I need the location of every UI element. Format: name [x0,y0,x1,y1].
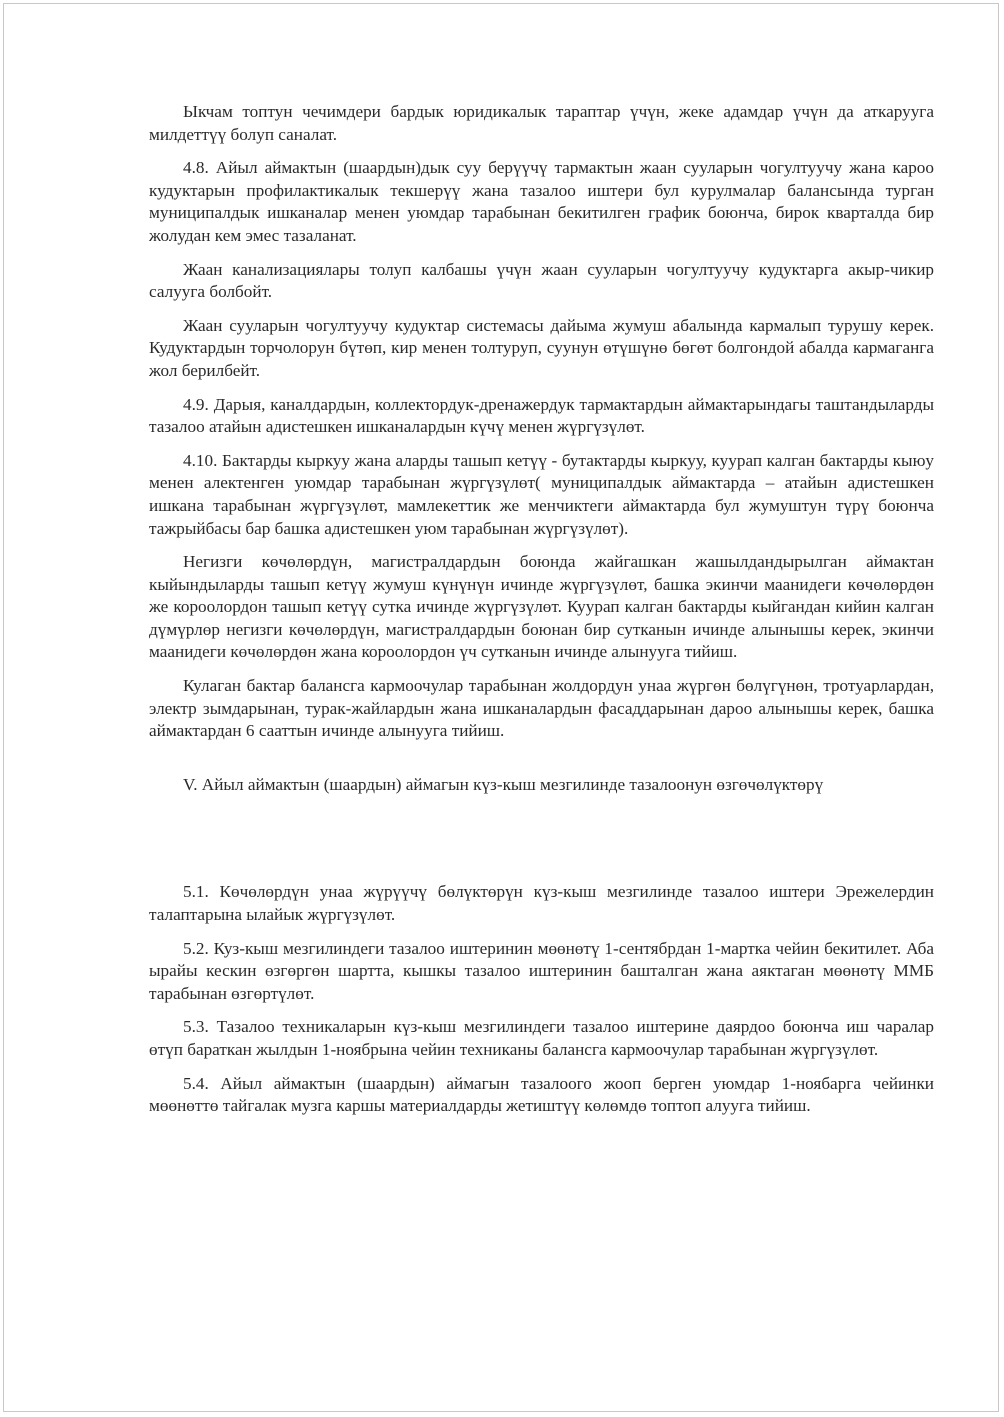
paragraph: Ыкчам топтун чечимдери бардык юридикалык тараптар үчүн, жеке адамдар үчүн да аткарууга милдеттүү болуп саналат. [149,102,934,144]
paragraph: Жаан сууларын чогултуучу кудуктар системасы дайыма жумуш абалында кармалып турушу керек. Кудуктардын торчолорун бүтөп, кир менен толтуруп, суунун өтүшүнө бөгөт болгондой абалда кармаганга жол берилбейт. [149,315,934,380]
document-body [149,101,934,1129]
paragraph: Жаан канализациялары толуп калбашы үчүн жаан сууларын чогултуучу кудуктарга акыр-чикир салууга болбойт. [149,259,934,302]
paragraph: 5.2. Куз-кыш мезгилиндеги тазалоо иштеринин мөөнөтү 1-сентябрдан 1-мартка чейин бекитилет. Аба ырайы кескин өзгөргөн шартта, кышкы тазалоо иштеринин башталган жана аяктаган мөөнөтү ММБ тарабынан өзгөртүлөт. [149,938,934,1003]
paragraph: 4.9. Дарыя, каналдардын, коллектордук-дренажердук тармактардын аймактарындагы таштандыларды тазалоо атайын адистешкен ишканалардын күчү менен жүргүзүлөт. [149,394,934,437]
paragraph: Негизги көчөлөрдүн, магистралдардын боюнда жайгашкан жашылдандырылган аймактан кыйындыларды ташып кетүү жумуш күнүнүн ичинде жүргүзүлөт, башка экинчи маанидеги көчөлөрдөн же короолордон ташып кетүү сутка ичинде жүргүзүлөт. Куурап калган бактарды кыйгандан кийин калган дүмүрлөр негизги көчөлөрдүн, магистралдардын боюнан бир сутканын ичинде алынышы керек, экинчи маанидеги көчөлөрдөн жана короолордон үч сутканын ичинде алынууга тийиш. [149,552,934,662]
paragraph: 5.3. Тазалоо техникаларын күз-кыш мезгилиндеги тазалоо иштерине даярдоо боюнча иш чаралар өтүп бараткан жылдын 1-ноябрына чейин техниканы балансга кармоочулар тарабынан жүргүзүлөт. [149,1017,934,1059]
section-heading: V. Айыл аймактын (шаардын) аймагын күз-кыш мезгилинде тазалоонун өзгөчөлүктөрү [183,774,824,794]
section-spacer [149,796,934,881]
paragraph: Кулаган бактар балансга кармоочулар тарабынан жолдордун унаа жүргөн бөлүгүнөн, тротуарлардан, электр зымдарынан, турак-жайлардын жана ишканалардын фасаддарынан дароо алынышы керек, башка аймактардан 6 сааттын ичинде алынууга тийиш. [149,676,934,741]
document-page [3,3,999,1412]
paragraph: 4.8. Айыл аймактын (шаардын)дык суу берүүчү тармактын жаан сууларын чогултуучу жана кароо кудуктарын профилактикалык текшерүү жана тазалоо иштери бул курулмалар балансында турган муниципалдык ишканалар менен уюмдар тарабынан бекитилген график боюнча, бирок кварталда бир жолудан кем эмес тазаланат. [149,158,934,245]
paragraph: 5.1. Көчөлөрдүн унаа жүрүүчү бөлүктөрүн күз-кыш мезгилинде тазалоо иштери Эрежелердин талаптарына ылайык жүргүзүлөт. [149,882,934,925]
paragraph: 5.4. Айыл аймактын (шаардын) аймагын тазалоого жооп берген уюмдар 1-ноябарга чейинки мөөнөттө тайгалак музга каршы материалдарды жетиштүү көлөмдө топтоп алууга тийиш. [149,1073,934,1116]
paragraph: 4.10. Бактарды кыркуу жана аларды ташып кетүү - бутактарды кыркуу, куурап калган бактарды кыюу менен алектенген уюмдар тарабынан жүргүзүлөт( муниципалдык аймактарда – атайын адистешкен ишкана тарабынан жүргүзүлөт, мамлекеттик же менчиктеги аймактарда бул жумуштун түрү боюнча тажрыйбасы бар башка адистешкен уюм тарабынан жүргүзүлөт). [149,450,934,538]
